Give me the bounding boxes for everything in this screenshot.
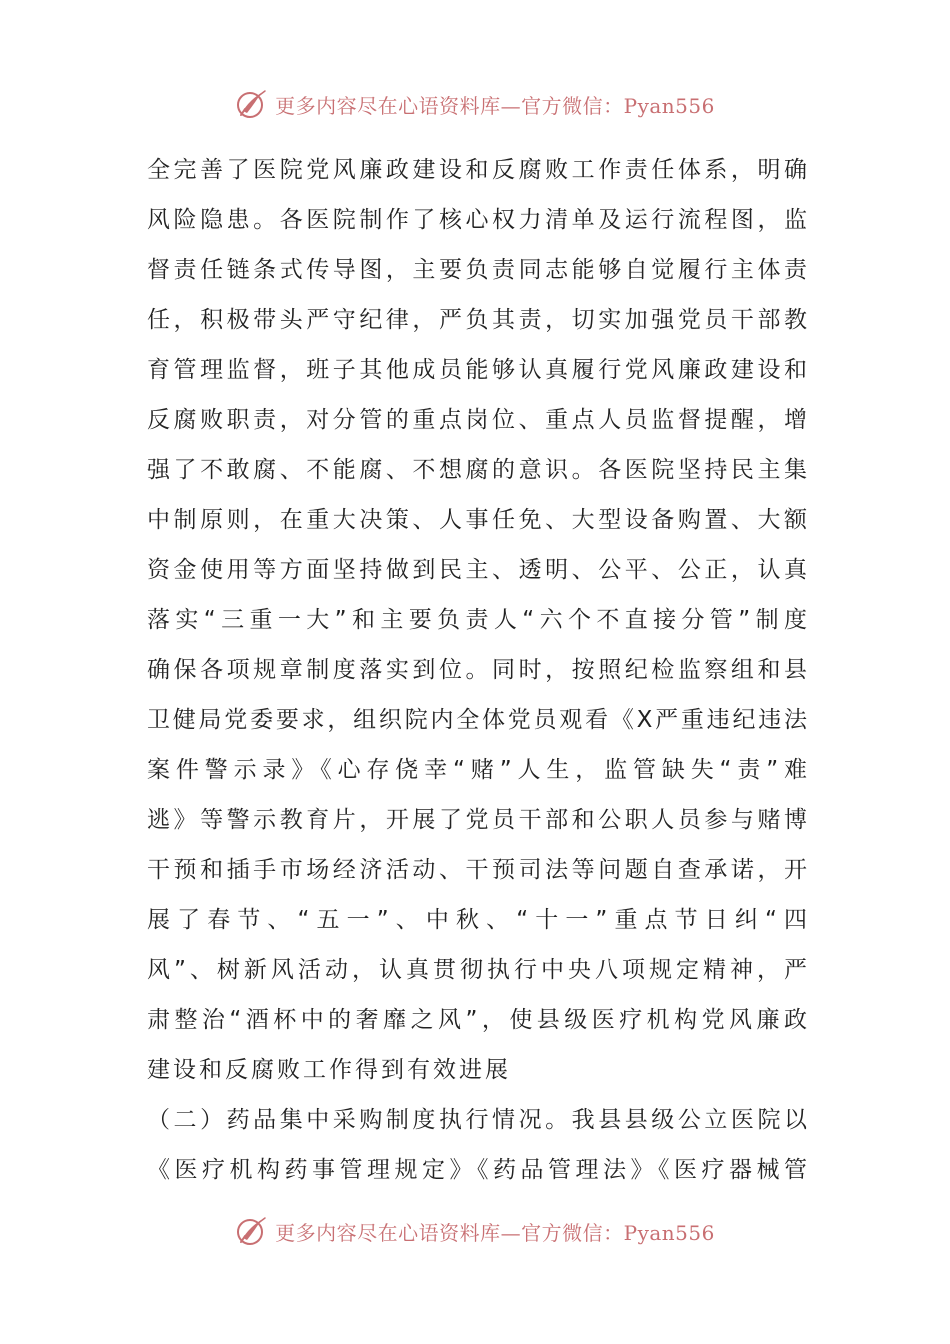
text-line: 展了春节、“五一”、中秋、“十一”重点节日纠“四 [147,907,807,933]
text-line: 确保各项规章制度落实到位。同时，按照纪检监察组和县 [147,657,807,683]
text-line: 反腐败职责，对分管的重点岗位、重点人员监督提醒，增 [147,407,807,433]
footer-watermark [0,1211,950,1251]
header-watermark [0,84,950,124]
text-line: 逃》等警示教育片，开展了党员干部和公职人员参与赌博 [147,807,807,833]
text-line: 督责任链条式传导图，主要负责同志能够自觉履行主体责 [147,257,807,283]
text-line: 资金使用等方面坚持做到民主、透明、公平、公正，认真 [147,557,807,583]
text-line: 干预和插手市场经济活动、干预司法等问题自查承诺，开 [147,857,807,883]
text-line: 风”、树新风活动，认真贯彻执行中央八项规定精神，严 [147,957,807,983]
document-body [147,145,807,1195]
brush-logo-icon [235,1214,269,1248]
text-line: 任，积极带头严守纪律，严负其责，切实加强党员干部教 [147,307,807,333]
watermark-text: 更多内容尽在心语资料库—官方微信：Pyan556 [275,93,715,118]
text-line: 案件警示录》《心存侥幸“赌”人生，监管缺失“责”难 [147,757,807,783]
paragraph-end-line: 建设和反腐败工作得到有效进展 [147,1057,511,1083]
text-line: 全完善了医院党风廉政建设和反腐败工作责任体系，明确 [147,157,807,183]
text-line: 强了不敢腐、不能腐、不想腐的意识。各医院坚持民主集 [147,457,807,483]
text-line: 肃整治“酒杯中的奢靡之风”，使县级医疗机构党风廉政 [147,1007,807,1033]
text-line: 育管理监督，班子其他成员能够认真履行党风廉政建设和 [147,357,807,383]
text-line: 卫健局党委要求，组织院内全体党员观看《X严重违纪违法 [147,707,807,733]
text-line: 落实“三重一大”和主要负责人“六个不直接分管”制度 [147,607,807,633]
text-line: 风险隐患。各医院制作了核心权力清单及运行流程图，监 [147,207,807,233]
text-line: 中制原则，在重大决策、人事任免、大型设备购置、大额 [147,507,807,533]
brush-logo-icon [235,87,269,121]
watermark-text: 更多内容尽在心语资料库—官方微信：Pyan556 [275,1220,715,1245]
section-heading-line: （二）药品集中采购制度执行情况。我县县级公立医院以 [147,1107,807,1133]
text-line: 《医疗机构药事管理规定》《药品管理法》《医疗器械管 [147,1157,807,1183]
